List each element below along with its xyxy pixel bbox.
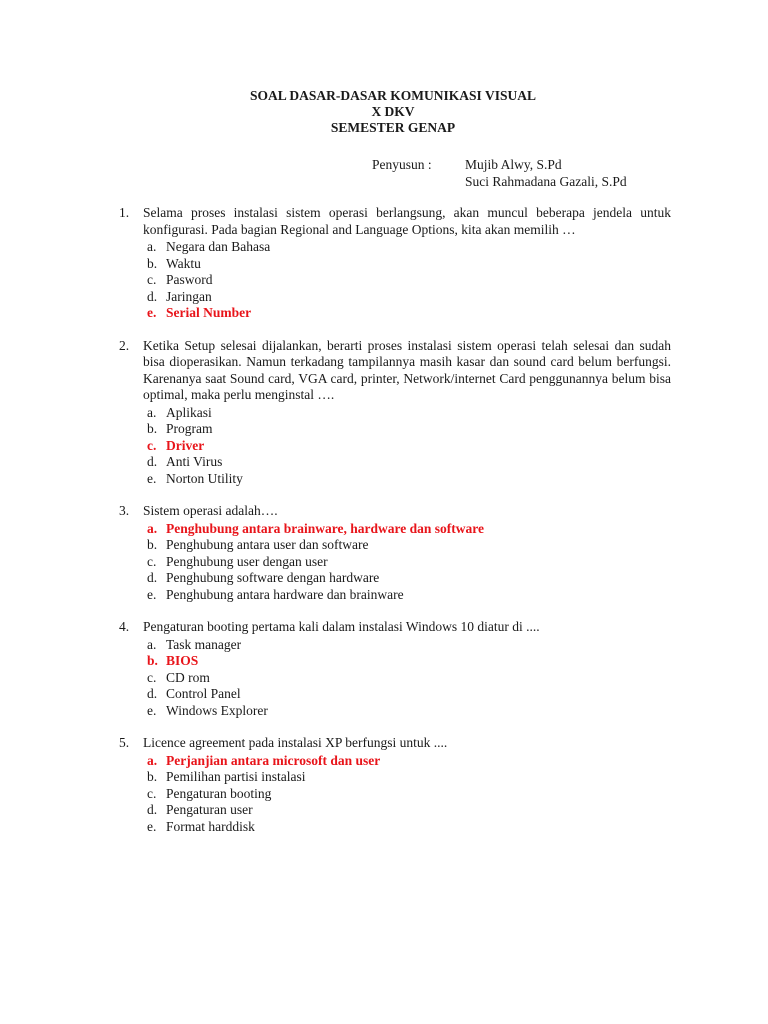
option-letter: a. xyxy=(147,404,157,420)
option-letter: b. xyxy=(147,255,158,271)
option-letter: e. xyxy=(147,470,157,486)
answer-option xyxy=(147,802,671,819)
answer-option xyxy=(147,272,671,289)
authors-label: Penyusun : xyxy=(372,157,432,172)
option-text: Jaringan xyxy=(166,288,212,304)
answer-option xyxy=(147,554,671,571)
author-name-1: Mujib Alwy, S.Pd xyxy=(465,157,562,172)
header-semester: SEMESTER GENAP xyxy=(330,120,456,135)
question-list xyxy=(119,205,671,851)
option-letter: d. xyxy=(147,802,158,817)
answer-option xyxy=(147,637,671,654)
option-text: Windows Explorer xyxy=(166,702,268,718)
answer-options xyxy=(147,753,671,836)
answer-options xyxy=(147,637,671,720)
option-text: Penghubung antara user dan software xyxy=(166,537,369,552)
option-letter: e. xyxy=(147,305,157,320)
question-item xyxy=(119,735,671,835)
option-text: CD rom xyxy=(166,669,210,685)
option-text: Penghubung antara brainware, hardware dan software xyxy=(166,520,485,536)
option-text: Penghubung user dengan user xyxy=(166,553,328,569)
answer-option xyxy=(147,537,671,554)
answer-option xyxy=(147,256,671,273)
answer-option-correct xyxy=(147,653,671,670)
answer-option xyxy=(147,289,671,306)
option-text: Penghubung software dengan hardware xyxy=(166,570,380,585)
document-header xyxy=(0,88,768,136)
option-text: Task manager xyxy=(166,636,242,652)
question-item xyxy=(119,205,671,322)
option-text: Negara dan Bahasa xyxy=(166,239,271,254)
option-text: Control Panel xyxy=(166,686,241,701)
answer-options xyxy=(147,239,671,322)
question-text: Sistem operasi adalah…. xyxy=(143,503,278,518)
option-letter: e. xyxy=(147,702,157,718)
option-letter: e. xyxy=(147,586,157,602)
answer-option xyxy=(147,786,671,803)
option-letter: b. xyxy=(147,769,158,784)
question-item xyxy=(119,503,671,603)
option-letter: b. xyxy=(147,653,158,668)
option-letter: c. xyxy=(147,785,157,801)
answer-option xyxy=(147,405,671,422)
question-number: 1. xyxy=(119,205,130,220)
answer-option xyxy=(147,769,671,786)
option-letter: d. xyxy=(147,570,158,585)
answer-option xyxy=(147,703,671,720)
option-letter: a. xyxy=(147,239,157,254)
option-letter: d. xyxy=(147,454,158,469)
question-number: 4. xyxy=(119,619,130,634)
question-text: Ketika Setup selesai dijalankan, berarti proses instalasi sistem operasi telah selesai dan sudah bisa dioperasikan. Namun terkadang tampilannya masih kasar dan sound card belum berfungsi. Karenanya saat Sound card, VGA card, printer, Network/internet Card penggunannya belum bisa optimal, maka perlu menginstal …. xyxy=(143,337,671,402)
option-letter: c. xyxy=(147,553,157,569)
option-letter: c. xyxy=(147,437,157,453)
option-letter: a. xyxy=(147,752,158,768)
question-item xyxy=(119,338,671,488)
header-class: X DKV xyxy=(371,104,415,119)
question-text: Selama proses instalasi sistem operasi berlangsung, akan muncul beberapa jendela untuk konfigurasi. Pada bagian Regional and Language Options, kita akan memilih … xyxy=(143,205,671,237)
header-title: SOAL DASAR-DASAR KOMUNIKASI VISUAL xyxy=(250,88,536,103)
answer-option-correct xyxy=(147,438,671,455)
option-text: Pengaturan user xyxy=(166,802,253,817)
question-number: 2. xyxy=(119,337,130,353)
answer-option-correct xyxy=(147,521,671,538)
option-letter: b. xyxy=(147,537,158,552)
option-text: Penghubung antara hardware dan brainware xyxy=(166,586,404,602)
option-text: BIOS xyxy=(166,653,199,668)
option-letter: d. xyxy=(147,686,158,701)
answer-option xyxy=(147,471,671,488)
option-text: Pengaturan booting xyxy=(166,785,272,801)
answer-options xyxy=(147,521,671,604)
option-letter: d. xyxy=(147,288,158,304)
question-number: 3. xyxy=(119,503,130,518)
answer-option-correct xyxy=(147,753,671,770)
answer-option xyxy=(147,670,671,687)
answer-option xyxy=(147,239,671,256)
option-letter: c. xyxy=(147,272,157,287)
option-letter: c. xyxy=(147,669,157,685)
question-text: Licence agreement pada instalasi XP berfungsi untuk .... xyxy=(143,735,448,750)
answer-option xyxy=(147,587,671,604)
answer-option xyxy=(147,570,671,587)
answer-option xyxy=(147,454,671,471)
option-letter: a. xyxy=(147,520,158,536)
option-letter: e. xyxy=(147,818,157,834)
option-text: Format harddisk xyxy=(166,818,255,834)
option-text: Serial Number xyxy=(166,305,252,320)
question-text: Pengaturan booting pertama kali dalam instalasi Windows 10 diatur di .... xyxy=(143,619,540,634)
option-text: Anti Virus xyxy=(166,454,223,469)
option-text: Program xyxy=(166,421,213,436)
option-text: Driver xyxy=(166,437,205,453)
answer-option xyxy=(147,686,671,703)
answer-option xyxy=(147,421,671,438)
author-name-2: Suci Rahmadana Gazali, S.Pd xyxy=(465,174,627,189)
option-letter: b. xyxy=(147,421,158,436)
option-text: Pasword xyxy=(166,272,213,287)
option-text: Norton Utility xyxy=(166,470,243,486)
option-text: Perjanjian antara microsoft dan user xyxy=(166,752,381,768)
question-number: 5. xyxy=(119,735,130,750)
option-text: Pemilihan partisi instalasi xyxy=(166,769,306,784)
answer-option-correct xyxy=(147,305,671,322)
authors-block xyxy=(372,156,627,190)
option-text: Aplikasi xyxy=(166,404,212,420)
answer-option xyxy=(147,819,671,836)
question-item xyxy=(119,619,671,719)
option-text: Waktu xyxy=(166,255,201,271)
option-letter: a. xyxy=(147,636,157,652)
answer-options xyxy=(147,405,671,488)
